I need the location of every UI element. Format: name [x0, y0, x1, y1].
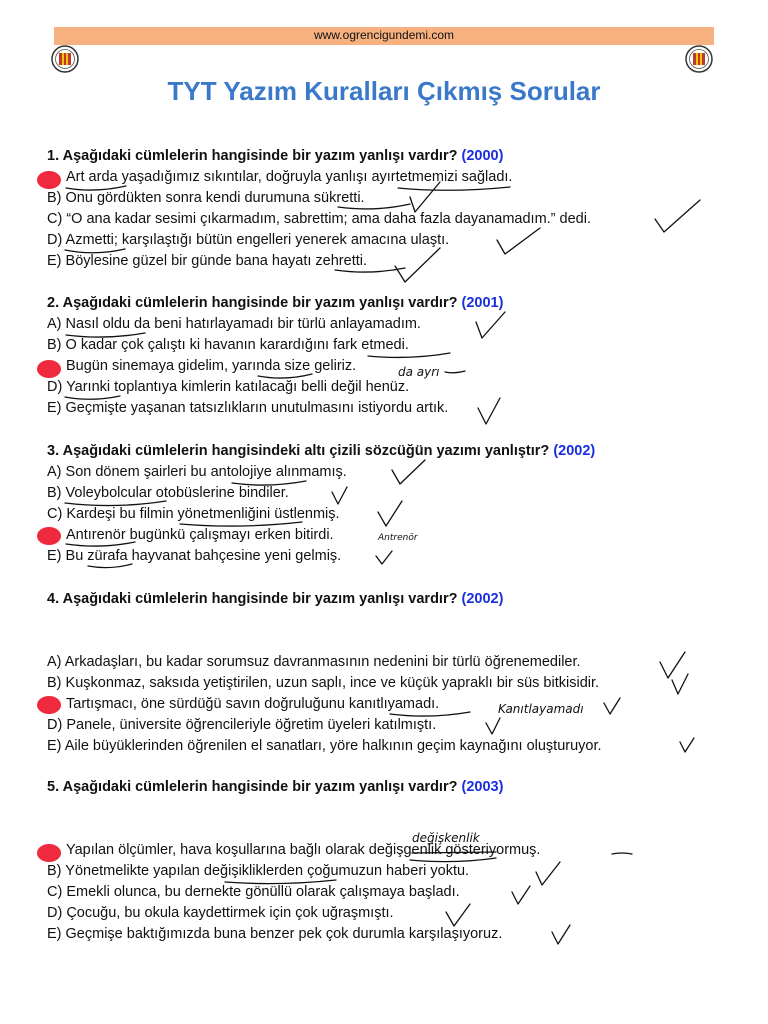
option-d[interactable]: D) Çocuğu, bu okula kaydettirmek için çok uğraşmıştı.	[47, 905, 394, 921]
option-e[interactable]: E) Aile büyüklerinden öğrenilen el sanatları, yöre halkının geçim kaynağını oluşturuyor.	[47, 738, 602, 754]
question-year: (2002)	[553, 443, 596, 459]
question-5	[47, 777, 747, 945]
option-a[interactable]: A) Arkadaşları, bu kadar sorumsuz davranmasının nedenini bir türlü öğrenemediler.	[47, 654, 581, 670]
handwritten-note: da ayrı	[398, 365, 440, 379]
option-d[interactable]: Antırenör bugünkü çalışmayı erken bitirdi.	[66, 527, 334, 543]
option-a[interactable]: A) Nasıl oldu da beni hatırlayamadı bir türlü anlayamadım.	[47, 316, 421, 332]
handwritten-note: Kanıtlayamadı	[498, 702, 584, 716]
option-a[interactable]: A) Son dönem şairleri bu antolojiye alınmamış.	[47, 464, 347, 480]
option-e[interactable]: E) Böylesine güzel bir günde bana hayatı zehretti.	[47, 253, 368, 269]
school-logo-icon	[50, 44, 80, 74]
option-d[interactable]: D) Yarınki toplantıya kimlerin katılacağı belli değil henüz.	[47, 379, 410, 395]
option-a[interactable]: Yapılan ölçümler, hava koşullarına bağlı olarak değişgenlik gösteriyormuş.	[66, 842, 541, 858]
question-year: (2002)	[461, 591, 504, 607]
question-header: 3. Aşağıdaki cümlelerin hangisindeki altı çizili sözcüğün yazımı yanlıştır? (2002)	[47, 443, 596, 459]
option-e[interactable]: E) Geçmişe baktığımızda buna benzer pek çok durumla karşılaşıyoruz.	[47, 926, 503, 942]
question-year: (2001)	[461, 295, 504, 311]
option-b[interactable]: B) Voleybolcular otobüslerine bindiler.	[47, 485, 289, 501]
option-c[interactable]: C) Kardeşi bu filmin yönetmenliğini üstlenmiş.	[47, 506, 340, 522]
header-bar	[54, 27, 714, 45]
question-2	[47, 293, 747, 419]
handwritten-note: değişkenlik	[412, 831, 480, 845]
option-d[interactable]: D) Panele, üniversite öğrencileriyle öğretim üyeleri katılmıştı.	[47, 717, 437, 733]
question-3	[47, 441, 747, 567]
question-1	[47, 146, 747, 272]
option-c[interactable]: C) Emekli olunca, bu dernekte gönüllü olarak çalışmaya başladı.	[47, 884, 460, 900]
option-a[interactable]: Art arda yaşadığımız sıkıntılar, doğruyla yanlışı ayırtetmemizi sağladı.	[66, 169, 513, 185]
question-header: 2. Aşağıdaki cümlelerin hangisinde bir yazım yanlışı vardır? (2001)	[47, 295, 504, 311]
option-c[interactable]: Tartışmacı, öne sürdüğü savın doğruluğunu kanıtlıyamadı.	[66, 696, 440, 712]
option-e[interactable]: E) Bu zürafa hayvanat bahçesine yeni gelmiş.	[47, 548, 342, 564]
handwritten-note: Antrenör	[378, 533, 418, 543]
option-b[interactable]: B) Kuşkonmaz, saksıda yetiştirilen, uzun saplı, ince ve küçük yapraklı bir süs bitkisidir.	[47, 675, 600, 691]
question-year: (2000)	[461, 148, 504, 164]
option-c[interactable]: C) “O ana kadar sesimi çıkarmadım, sabrettim; ama daha fazla dayanamadım.” dedi.	[47, 211, 591, 227]
question-header: 5. Aşağıdaki cümlelerin hangisinde bir yazım yanlışı vardır? (2003)	[47, 779, 504, 795]
school-logo-icon	[684, 44, 714, 74]
option-c[interactable]: Bugün sinemaya gidelim, yarında size geliriz.	[66, 358, 357, 374]
option-d[interactable]: D) Azmetti; karşılaştığı bütün engelleri yenerek amacına ulaştı.	[47, 232, 450, 248]
site-url[interactable]: www.ogrencigundemi.com	[313, 28, 455, 42]
option-b[interactable]: B) O kadar çok çalıştı ki havanın karardığını fark etmedi.	[47, 337, 409, 353]
question-4	[47, 589, 747, 757]
option-e[interactable]: E) Geçmişte yaşanan tatsızlıkların unutulmasını istiyordu artık.	[47, 400, 449, 416]
question-header: 4. Aşağıdaki cümlelerin hangisinde bir yazım yanlışı vardır? (2002)	[47, 591, 504, 607]
question-header: 1. Aşağıdaki cümlelerin hangisinde bir yazım yanlışı vardır? (2000)	[47, 148, 504, 164]
option-b[interactable]: B) Yönetmelikte yapılan değişikliklerden çoğumuzun haberi yoktu.	[47, 863, 470, 879]
page-title: TYT Yazım Kuralları Çıkmış Sorular	[167, 76, 601, 106]
option-b[interactable]: B) Onu gördükten sonra kendi durumuna sükretti.	[47, 190, 365, 206]
question-year: (2003)	[461, 779, 504, 795]
